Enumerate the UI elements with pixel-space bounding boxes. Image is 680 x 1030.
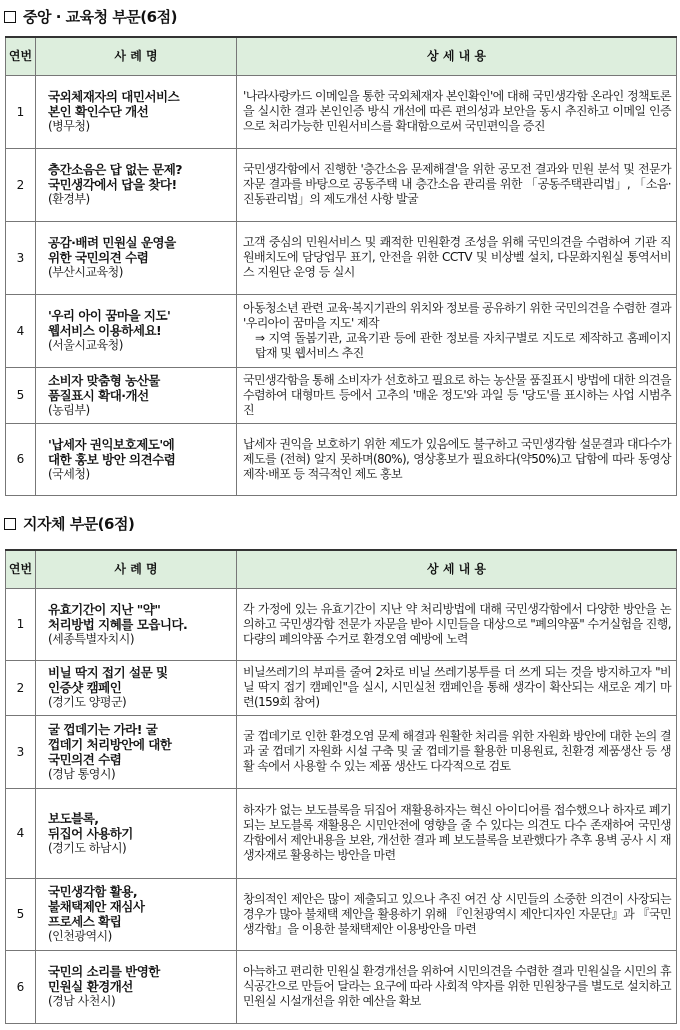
detail-cell: [237, 878, 677, 950]
case-title: 국외체재자의 대민서비스 본인 확인수단 개선: [48, 89, 180, 119]
header-detail: 상 세 내 용: [237, 550, 677, 588]
section-heading-local: [4, 513, 134, 534]
table-row: [6, 950, 677, 1023]
row-number: 6: [6, 423, 36, 495]
detail-cell: [237, 715, 677, 788]
case-cell: [36, 715, 237, 788]
case-org: (경남 통영시): [48, 766, 116, 781]
case-cell: [36, 221, 237, 294]
table-row: [6, 878, 677, 950]
case-org: (인천광역시): [48, 929, 112, 943]
checkbox-square-icon: [4, 518, 16, 530]
case-title: 비닐 딱지 접기 설문 및 인증샷 캠페인: [48, 665, 168, 695]
table-header-row: [6, 37, 677, 75]
detail-text: 아동청소년 관련 교육·복지기관의 위치와 정보를 공유하기 위한 국민의견을 수렴한 결과 '우리아이 꿈마을 지도' 제작: [243, 300, 671, 330]
checkbox-square-icon: [4, 11, 16, 23]
row-number: 5: [6, 878, 36, 950]
case-title: '우리 아이 꿈마을 지도' 웹서비스 이용하세요!: [48, 308, 171, 338]
detail-text: 고객 중심의 민원서비스 및 쾌적한 민원환경 조성을 위해 국민의견을 수렴하여 기관 직원배치도에 담당업무 표기, 안전을 위한 CCTV 및 비상벨 설치, 다문화지원실 통역서비스 지원단 운영 등 실시: [243, 235, 671, 279]
case-cell: [36, 588, 237, 660]
case-title: 공감·배려 민원실 운영을 위한 국민의견 수렴: [48, 235, 176, 265]
detail-text: 국민생각함을 통해 소비자가 선호하고 필요로 하는 농산물 품질표시 방법에 대한 의견을 수렴하여 대형마트 등에서 고추의 '매운 정도'와 과일 등 '당도'를 표시하는 사업 시범추진: [243, 372, 671, 417]
case-cell: [36, 294, 237, 367]
table-header-row: [6, 550, 677, 588]
case-title: 소비자 맞춤형 농산물 품질표시 확대·개선: [48, 372, 160, 403]
case-cell: [36, 878, 237, 950]
section-title: 지자체 부문(6점): [23, 515, 135, 533]
central-cases-table: [5, 36, 677, 496]
row-number: 6: [6, 950, 36, 1023]
detail-text: 굴 껍데기로 인한 환경오염 문제 해결과 원활한 처리를 위한 자원화 방안에 대한 논의 결과 굴 껍데기 자원화 시설 구축 및 굴 껍데기를 활용한 미용원료, 친환경 제품생산 등 생활 속에서 사용할 수 있는 제품 생산도 다각적으로 검토: [243, 729, 671, 773]
table-row: [6, 423, 677, 495]
header-case: 사 례 명: [36, 37, 237, 75]
table-row: [6, 588, 677, 660]
case-org: (환경부): [48, 192, 90, 206]
case-cell: [36, 75, 237, 148]
case-title: 국민생각함 활용, 불채택제안 재심사 프로세스 확립: [48, 884, 145, 929]
table-row: [6, 715, 677, 788]
case-title: 유효기간이 지난 "약" 처리방법 지혜를 모읍니다.: [48, 601, 188, 632]
case-org: (농림부): [48, 402, 90, 417]
row-number: 2: [6, 148, 36, 221]
table-row: [6, 660, 677, 715]
header-detail: 상 세 내 용: [237, 37, 677, 75]
row-number: 1: [6, 588, 36, 660]
row-number: 3: [6, 715, 36, 788]
detail-cell: [237, 588, 677, 660]
detail-cell: [237, 423, 677, 495]
detail-cell: [237, 294, 677, 367]
case-cell: [36, 423, 237, 495]
row-number: 4: [6, 788, 36, 878]
section-title: 중앙 · 교육청 부문(6점): [23, 8, 177, 26]
local-cases-table: [5, 549, 677, 1024]
detail-subtext: ⇒ 지역 돌봄기관, 교육기관 등에 관한 정보를 자치구별로 지도로 제작하고 홈페이지 탑재 및 웹서비스 추진: [255, 330, 671, 360]
table-row: [6, 75, 677, 148]
detail-text: 아늑하고 편리한 민원실 환경개선을 위하여 시민의견을 수렴한 결과 민원실을 시민의 휴식공간으로 만들어 달라는 요구에 따라 사회적 약자를 위한 민원창구를 별도로 설치하고 민원실 시설개선을 위한 예산을 확보: [243, 964, 671, 1008]
case-title: 굴 껍데기는 가라! 굴 껍데기 처리방안에 대한 국민의견 수렴: [48, 721, 172, 767]
header-no: 연번: [6, 37, 36, 75]
detail-cell: [237, 950, 677, 1023]
case-org: (세종특별자치시): [48, 631, 135, 646]
case-cell: [36, 367, 237, 423]
detail-cell: [237, 788, 677, 878]
table-row: [6, 367, 677, 423]
case-cell: [36, 788, 237, 878]
case-org: (국세청): [48, 466, 90, 481]
case-org: (부산시교육청): [48, 265, 123, 279]
detail-text: '나라사랑카드 이메일을 통한 국외체재자 본인확인'에 대해 국민생각함 온라인 정책토론을 실시한 결과 본인인증 방식 개선에 따른 편의성과 보안을 동시 추진하고 이메일 인증으로 처리가능한 민원서비스를 확대함으로써 국민편익을 증진: [243, 89, 671, 133]
case-org: (경남 사천시): [48, 994, 116, 1008]
case-org: (서울시교육청): [48, 338, 123, 352]
case-org: (경기도 하남시): [48, 840, 127, 855]
detail-cell: [237, 367, 677, 423]
table-row: [6, 221, 677, 294]
case-cell: [36, 148, 237, 221]
detail-cell: [237, 148, 677, 221]
header-no: 연번: [6, 550, 36, 588]
section-heading-central: [4, 6, 177, 27]
detail-cell: [237, 221, 677, 294]
detail-cell: [237, 660, 677, 715]
row-number: 1: [6, 75, 36, 148]
detail-text: 하자가 없는 보도블록을 뒤집어 재활용하자는 혁신 아이디어를 접수했으나 하자로 폐기되는 보도블록 재활용은 시민안전에 영향을 줄 수 있다는 의견도 다수 존재하여 국민생각함에서 제안내용을 보완, 개선한 결과 폐 보도블록을 보관했다가 추후 용벽 공사 시 재생자재로 활용하는 방안을 마련: [243, 803, 671, 862]
case-org: (경기도 양평군): [48, 695, 127, 709]
detail-cell: [237, 75, 677, 148]
detail-text: 비닐쓰레기의 부피를 줄여 2차로 비닐 쓰레기봉투를 더 쓰게 되는 것을 방지하고자 "비닐 딱지 접기 캠페인"을 실시, 시민실천 캠페인을 통해 생각이 확산되는 새로운 계기 마련(159회 참여): [243, 665, 671, 709]
case-title: 국민의 소리를 반영한 민원실 환경개선: [48, 964, 160, 994]
case-org: (병무청): [48, 119, 90, 133]
detail-text: 창의적인 제안은 많이 제출되고 있으나 추진 여건 상 시민들의 소중한 의견이 사장되는 경우가 많아 불채택 제안을 활용하기 위해 『인천광역시 제안디자인 자문단』과 『국민생각함』을 이용한 불채택제안 이용방안을 마련: [243, 891, 671, 936]
detail-text: 각 가정에 있는 유효기간이 지난 약 처리방법에 대해 국민생각함에서 다양한 방안을 논의하고 국민생각함 전문가 자문을 받아 시민들을 대상으로 "폐의약품" 수거실험을 진행, 다량의 폐의약품 수거로 환경오염 예방에 노력: [243, 601, 671, 646]
row-number: 2: [6, 660, 36, 715]
case-cell: [36, 950, 237, 1023]
case-title: 보도블록, 뒤집어 사용하기: [48, 810, 133, 841]
row-number: 4: [6, 294, 36, 367]
table-row: [6, 788, 677, 878]
table-row: [6, 294, 677, 367]
row-number: 5: [6, 367, 36, 423]
table-row: [6, 148, 677, 221]
detail-text: 국민생각함에서 진행한 '층간소음 문제해결'을 위한 공모전 결과와 민원 분석 및 전문가 자문 결과를 바탕으로 공동주택 내 층간소음 관리를 위한 「공동주택관리법」, 「소음·진동관리법」의 제도개선 사항 발굴: [243, 162, 671, 206]
row-number: 3: [6, 221, 36, 294]
header-case: 사 례 명: [36, 550, 237, 588]
case-title: '납세자 권익보호제도'에 대한 홍보 방안 의견수렴: [48, 436, 176, 467]
case-cell: [36, 660, 237, 715]
detail-text: 납세자 권익을 보호하기 위한 제도가 있음에도 불구하고 국민생각함 설문결과 대다수가 제도를 (전혀) 알지 못하며(80%), 영상홍보가 필요하다(약50%)고 답함에 따라 동영상 제작·배포 등 적극적인 제도 홍보: [243, 436, 671, 481]
case-title: 층간소음은 답 없는 문제? 국민생각에서 답을 찾다!: [48, 162, 183, 192]
